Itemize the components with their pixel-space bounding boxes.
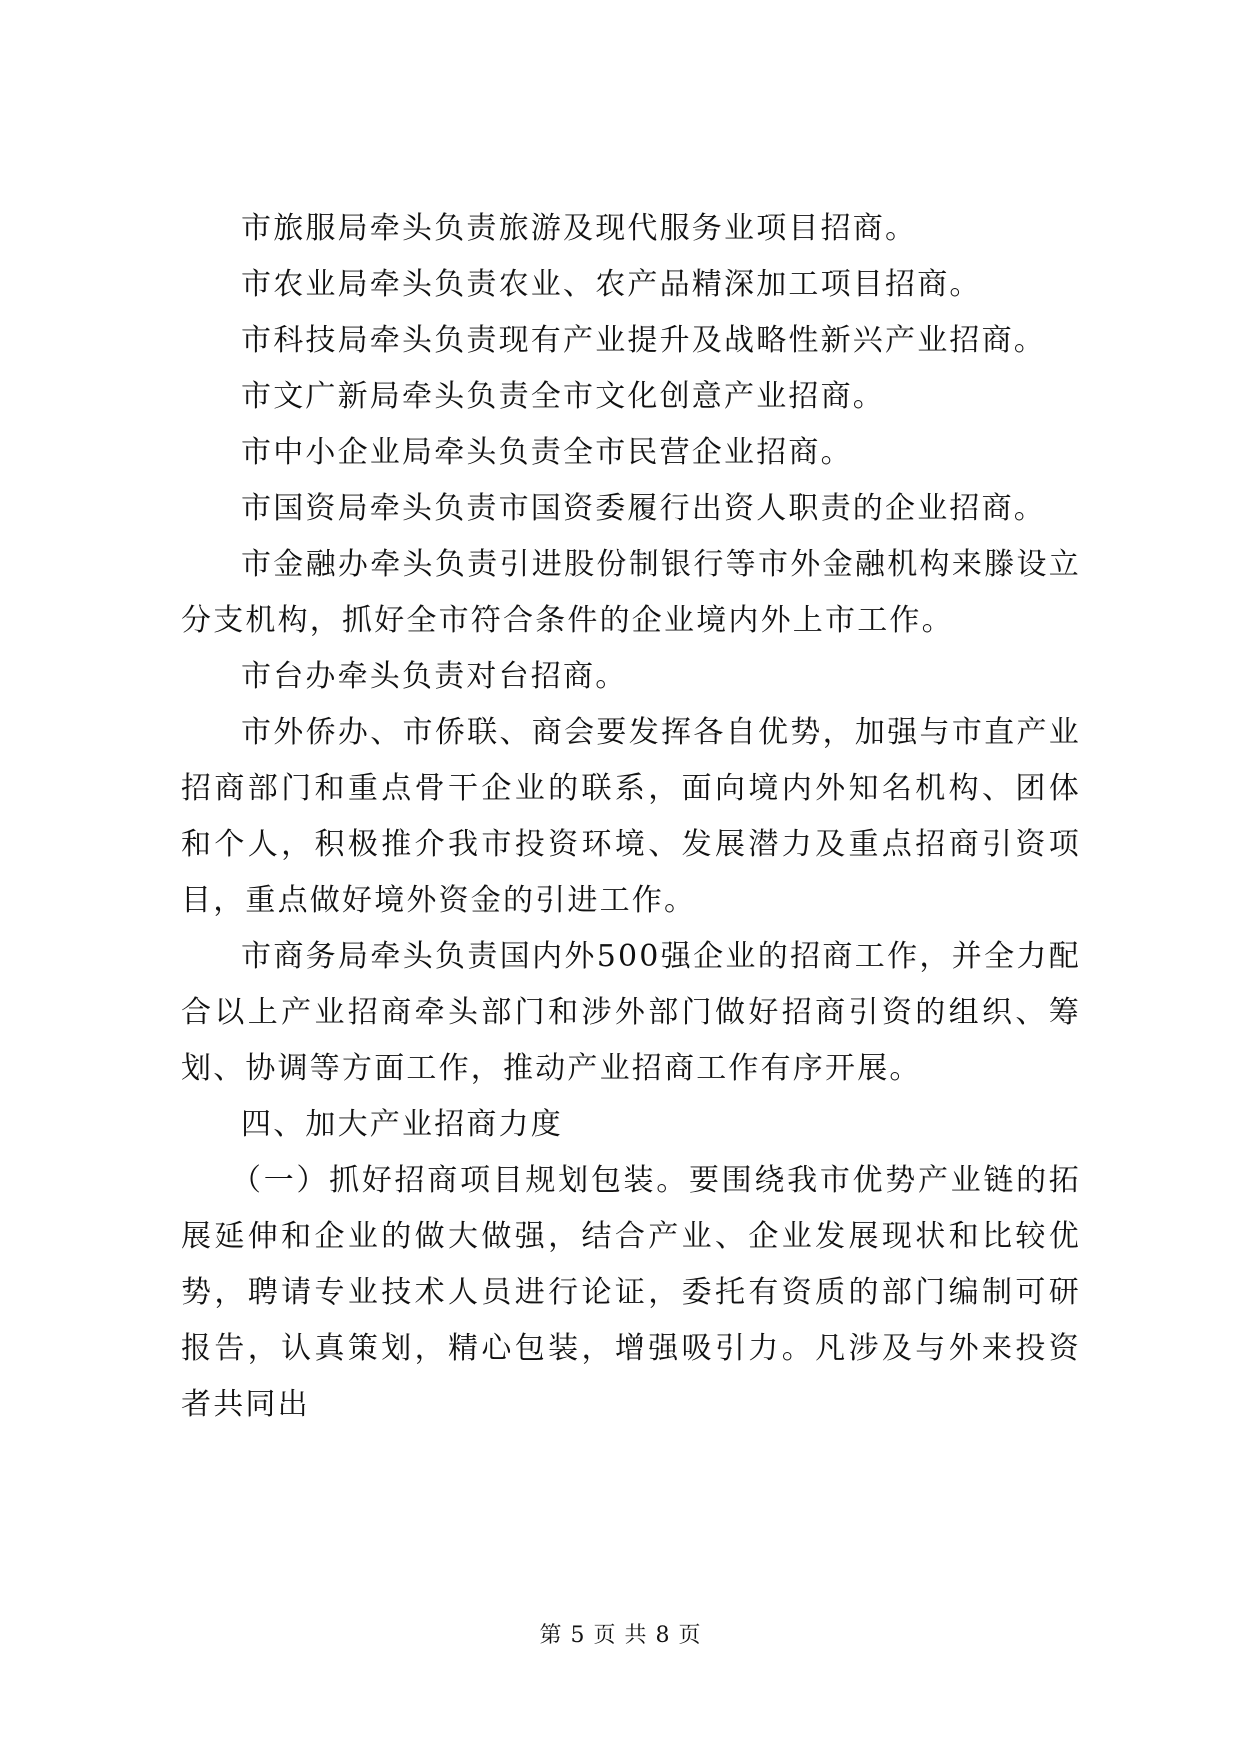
- paragraph-finance-office: 市金融办牵头负责引进股份制银行等市外金融机构来滕设立分支机构，抓好全市符合条件的企业境内外上市工作。: [181, 547, 1081, 638]
- document-body: [181, 201, 1081, 1433]
- paragraph-agriculture: 市农业局牵头负责农业、农产品精深加工项目招商。: [241, 267, 982, 302]
- page-footer: 第 5 页 共 8 页: [539, 1623, 702, 1648]
- paragraph-science-technology: 市科技局牵头负责现有产业提升及战略性新兴产业招商。: [241, 323, 1046, 358]
- paragraph-overseas-chinese: 市外侨办、市侨联、商会要发挥各自优势，加强与市直产业招商部门和重点骨干企业的联系，面向境内外知名机构、团体和个人，积极推介我市投资环境、发展潜力及重点招商引资项目，重点做好境外资金的引进工作。: [181, 715, 1081, 918]
- paragraph-culture-media: 市文广新局牵头负责全市文化创意产业招商。: [241, 379, 885, 414]
- paragraph-project-planning: （一）抓好招商项目规划包装。要围绕我市优势产业链的拓展延伸和企业的做大做强，结合产业、企业发展现状和比较优势，聘请专业技术人员进行论证，委托有资质的部门编制可研报告，认真策划，精心包装，增强吸引力。凡涉及与外来投资者共同出: [181, 1163, 1081, 1422]
- paragraph-sme: 市中小企业局牵头负责全市民营企业招商。: [241, 435, 853, 470]
- paragraph-commerce-bureau: 市商务局牵头负责国内外500强企业的招商工作，并全力配合以上产业招商牵头部门和涉外部门做好招商引资的组织、筹划、协调等方面工作，推动产业招商工作有序开展。: [181, 939, 1081, 1086]
- paragraph-taiwan-affairs: 市台办牵头负责对台招商。: [241, 659, 628, 694]
- section-heading: 四、加大产业招商力度: [241, 1107, 563, 1142]
- paragraph-tourism-service: 市旅服局牵头负责旅游及现代服务业项目招商。: [241, 211, 918, 246]
- paragraph-state-assets: 市国资局牵头负责市国资委履行出资人职责的企业招商。: [241, 491, 1046, 526]
